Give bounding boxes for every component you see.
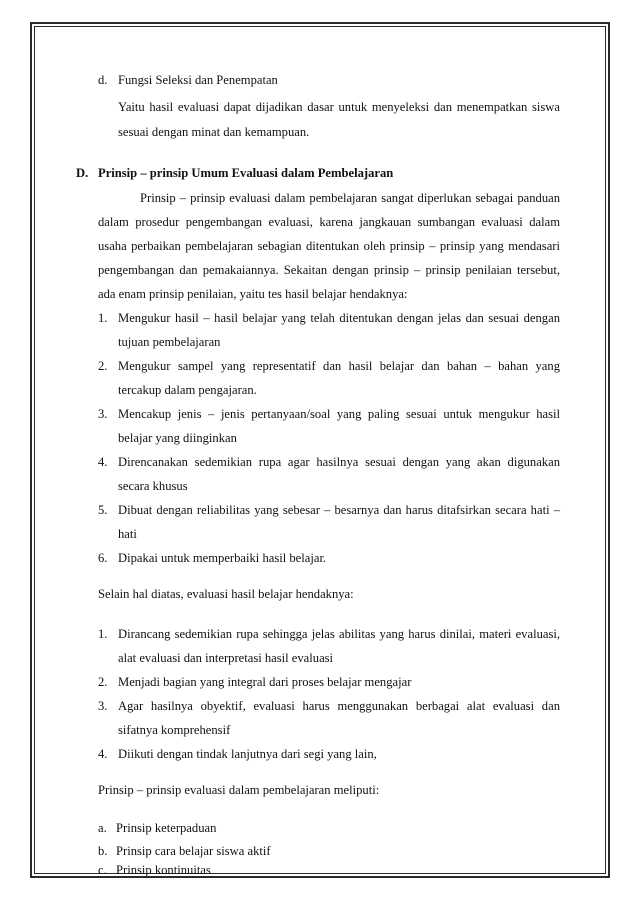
paragraph-line: usaha perbaikan pembelajaran sebagian ditentukan oleh prinsip – prinsip yang mendasari [98,239,560,253]
sub-item-d-title: Fungsi Seleksi dan Penempatan [118,73,278,87]
list-item-text: tujuan pembelajaran [118,335,221,349]
list-item-text: Mengukur sampel yang representatif dan hasil belajar dan bahan – bahan yang [118,359,560,373]
list-item-text: alat evaluasi dan interpretasi hasil evaluasi [118,651,334,665]
list-item-text: Agar hasilnya obyektif, evaluasi harus menggunakan berbagai alat evaluasi dan [118,699,560,713]
list-item-number: 1. [98,627,108,641]
list-item-text: Mengukur hasil – hasil belajar yang telah ditentukan dengan jelas dan sesuai dengan [118,311,560,325]
list-item-text: sifatnya komprehensif [118,723,231,737]
list-item-text: Prinsip cara belajar siswa aktif [116,844,271,858]
list-item-letter: a. [98,821,107,835]
paragraph-line: Prinsip – prinsip evaluasi dalam pembelajaran meliputi: [98,783,380,797]
list-item-text: Direncanakan sedemikian rupa agar hasilnya sesuai dengan yang akan digunakan [118,455,560,469]
sub-item-d-body-line: Yaitu hasil evaluasi dapat dijadikan dasar untuk menyeleksi dan menempatkan siswa [118,100,560,114]
list-item-text: Dibuat dengan reliabilitas yang sebesar – besarnya dan harus ditafsirkan secara hati – [118,503,560,517]
list-item-number: 5. [98,503,108,517]
list-item-text: secara khusus [118,479,188,493]
list-item-number: 1. [98,311,108,325]
list-item-text: Menjadi bagian yang integral dari proses belajar mengajar [118,675,412,689]
paragraph-line: Selain hal diatas, evaluasi hasil belajar hendaknya: [98,587,354,601]
list-item-text: belajar yang diinginkan [118,431,237,445]
list-item-number: 6. [98,551,108,565]
list-item-number: 4. [98,455,108,469]
list-item-text: Dirancang sedemikian rupa sehingga jelas abilitas yang harus dinilai, materi evaluasi, [118,627,560,641]
list-item-text: tercakup dalam pengajaran. [118,383,257,397]
paragraph-line: dalam prosedur pengembangan evaluasi, karena jangkauan sumbangan evaluasi dalam [98,215,560,229]
paragraph-line: pengembangan dan pemakaiannya. Sekaitan dengan prinsip – prinsip penilaian tersebut, [98,263,560,277]
paragraph-line: Prinsip – prinsip evaluasi dalam pembelajaran sangat diperlukan sebagai panduan [140,191,560,205]
sub-item-d-body-line: sesuai dengan minat dan kemampuan. [118,125,310,139]
list-item-number: 3. [98,407,108,421]
section-d-label: D. [76,166,89,180]
sub-item-d-label: d. [98,73,108,87]
list-item-text: Diikuti dengan tindak lanjutnya dari segi yang lain, [118,747,377,761]
paragraph-line: ada enam prinsip penilaian, yaitu tes hasil belajar hendaknya: [98,287,408,301]
list-item-text: Prinsip keterpaduan [116,821,217,835]
list-item-letter: b. [98,844,108,858]
list-item-number: 2. [98,675,108,689]
section-d-heading: Prinsip – prinsip Umum Evaluasi dalam Pembelajaran [98,166,394,180]
list-item-text: Mencakup jenis – jenis pertanyaan/soal yang paling sesuai untuk mengukur hasil [118,407,560,421]
list-item-text: Prinsip kontinuitas [116,863,211,877]
list-item-letter: c. [98,863,107,877]
list-item-text: Dipakai untuk memperbaiki hasil belajar. [118,551,327,565]
list-item-number: 3. [98,699,108,713]
list-item-number: 2. [98,359,108,373]
list-item-number: 4. [98,747,108,761]
list-item-text: hati [118,527,137,541]
